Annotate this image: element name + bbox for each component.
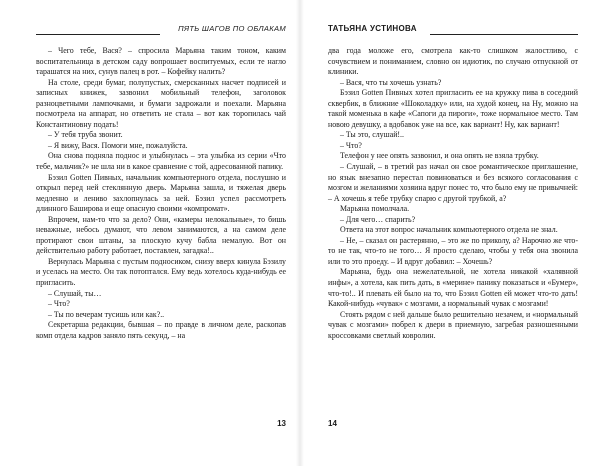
paragraph: – Что? (48, 299, 70, 309)
left-running-header (36, 24, 286, 38)
paragraph: Ответа на этот вопрос начальник компьютерного отдела не знал. (340, 225, 558, 235)
paragraph: Телефон у нее опять зазвонил, и она опять не взяла трубку. (340, 151, 539, 161)
paragraph: два года моложе его, смотрела как-то слишком жалостливо, с сочувствием и пониманием, словно он идиотик, по случаю отпускной от клиники. (328, 46, 578, 77)
running-head-author: ТАТЬЯНА УСТИНОВА (328, 24, 417, 33)
right-page-text (328, 46, 578, 341)
paragraph: – Слушай, ты… (48, 288, 102, 298)
right-running-header (328, 24, 578, 38)
paragraph: – Слушай, – в третий раз начал он свое романтическое приглашение, но язык внезапно перестал повиноваться и без всякого согласования с мозгом и желаниями хозяина вдруг понес то, что было ему не привычней: – А хочешь я тебе трубку спарю с другой трубкой, а? (328, 162, 578, 203)
right-page (300, 0, 600, 466)
paragraph: – Чего тебе, Вася? – спросила Марьяна таким тоном, каким воспитательница в детском саду вопрошает воспитуемых, если те нагло тарашатся на них, сунув палец в рот. – Кофейку налить? (36, 46, 286, 77)
paragraph: – Ты по вечерам тусишь или как?.. (48, 309, 165, 319)
running-head-title: ПЯТЬ ШАГОВ ПО ОБЛАКАМ (178, 24, 286, 33)
paragraph: – Вася, что ты хочешь узнать? (340, 77, 442, 87)
page-number: 14 (328, 419, 337, 428)
header-rule (36, 34, 160, 35)
paragraph: – Я вижу, Вася. Помоги мне, пожалуйста. (48, 140, 188, 150)
paragraph: Марьяна помолчала. (340, 204, 410, 214)
paragraph: Впрочем, нам-то что за дело? Они, «камеры нелокальные», то бишь неважные, небось думают, что левом занимаются, а на самом деле протирают свои штаны, за плоскую кучу бабла немалую. Вот он действительно работу работает, поставлен, загадка!.. (36, 214, 286, 256)
paragraph: На столе, среди бумаг, полупустых, смерсканных насчет подписей и записных книжек, зазвонил мобильный телефон, заголовок разноцветными лампочками, и бумаги задрожали и поехали. Марьяна посмотрела на аппарат, но ответить не стала – вот как торопилась чай Константиновну подать! (36, 77, 286, 129)
header-rule (430, 34, 578, 35)
paragraph: Секретарша редакции, бывшая – по правде в личном деле, раскопав комп отдела кадров заняло пять секунд, – на (36, 320, 286, 340)
paragraph: Бэзил Gotten Пивных хотел пригласить ее на кружку пива в соседний сквербик, в ближние «Шоколадку» или, на худой конец, на Ну, можно на такой моменька в кафе «Сапоги да пироги», тоже нормальное место. Там новою девушку, а вдобавок уже на все, как вариант! Ну, как вариант! (328, 88, 578, 129)
paragraph: – Ты это, слушай!.. (340, 130, 404, 140)
paragraph: Бэзил Gotten Пивных, начальник компьютерного отдела, послушно и открыл перед ней стеклянную дверь. Марьяна зашла, и тяжелая дверь медленно и лениво захлопнулась за ней. Бэзил успел рассмотреть длинного Баширова и еще опасную своими «компромат». (36, 172, 286, 214)
paragraph: – У тебя труба звонит. (48, 130, 123, 140)
paragraph: – Не, – сказал он растерянно, – это же по приколу, а? Нарочно же что-то не так, что-то не того… Я просто сделаю, чтобы у тебя она звонила или то это проеду. – И вдруг добавил: – Хочешь? (328, 235, 578, 266)
paragraph: Вернулась Марьяна с пустым подносиком, снизу вверх кинула Бэзилу и уселась на место. Он так потоптался. Ему ведь хотелось куда-нибудь ее пригласить. (36, 256, 286, 288)
page-number: 13 (277, 419, 286, 428)
paragraph: – Для чего… спарить? (340, 214, 416, 224)
paragraph: Стоять рядом с ней дальше было решительно незачем, и «нормальный чувак с мозгами» побрел к двери в приемную, загребая разношенными кроссовками светлый ковролин. (328, 309, 578, 340)
paragraph: – Что? (340, 140, 362, 150)
paragraph: Марьяна, будь она нежелательной, не хотела никакой «халявной инфы», а хотела, как пить дать, в «мерине» панику показаться и «Бумер», что-то!.. И плевать ей было на то, что Бэзил Gotten ей может что-то дать! Какой-нибудь «чувак» с мозгами, а нормальный чувак с мозгами! (328, 267, 578, 309)
paragraph: Она снова подняла поднос и улыбнулась – эта улыбка из серии «Что тебе, мальчик?» не шла ни в какое сравнение с той, адресованной папику. (36, 151, 286, 172)
left-page-text (36, 46, 286, 341)
